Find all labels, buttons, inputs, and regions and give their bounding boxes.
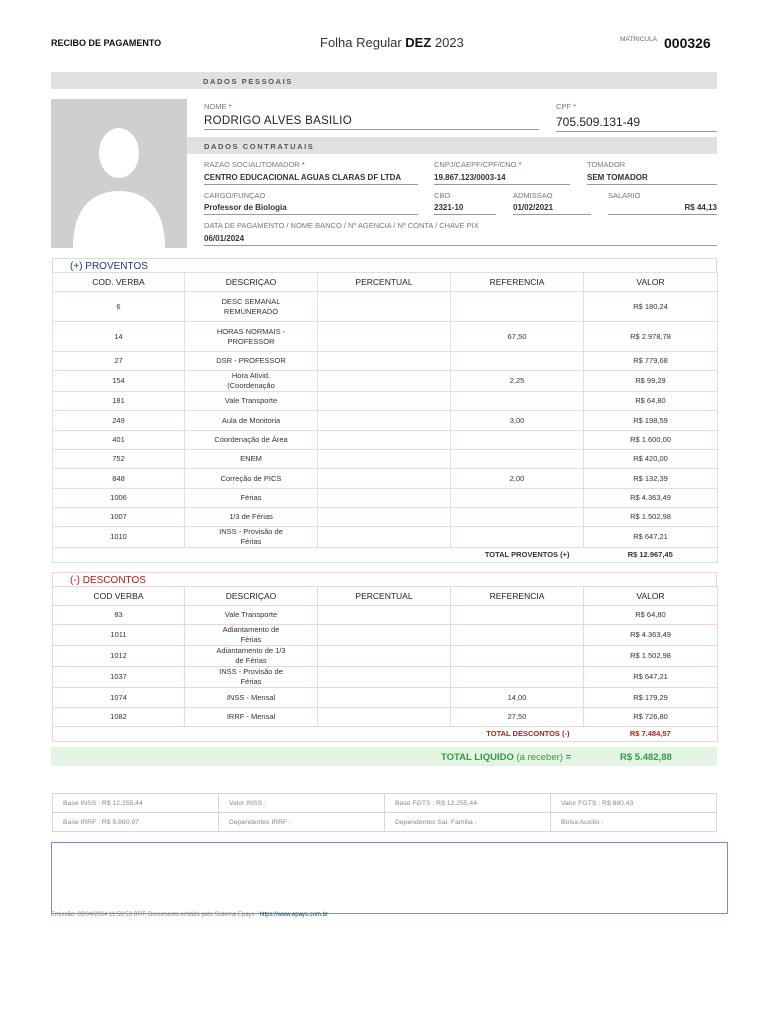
column-header: COD. VERBA bbox=[53, 273, 185, 292]
provento-cell-desc: Hora Ativid. (Coordenação bbox=[185, 371, 318, 392]
proventos-total-row bbox=[53, 548, 718, 563]
desconto-cell-valor: R$ 647,21 bbox=[584, 667, 718, 688]
provento-cell-cod: 27 bbox=[53, 352, 185, 371]
provento-cell-desc: Férias bbox=[185, 489, 318, 508]
admissao-label: ADMISSAO bbox=[513, 191, 553, 200]
provento-cell-perc bbox=[318, 469, 451, 489]
required-mark: * bbox=[518, 160, 522, 169]
provento-row bbox=[53, 292, 718, 322]
base-inss: Base INSS : R$ 12.255,44 bbox=[53, 794, 219, 813]
tomador-label: TOMADOR bbox=[587, 160, 626, 169]
desconto-cell-cod: 1012 bbox=[53, 646, 185, 667]
dependentes-sal-familia: Dependentes Sal. Familia : bbox=[385, 813, 551, 832]
provento-row bbox=[53, 411, 718, 431]
desconto-cell-valor: R$ 1.502,98 bbox=[584, 646, 718, 667]
required-mark: * bbox=[573, 102, 577, 111]
desconto-cell-perc bbox=[318, 667, 451, 688]
provento-cell-perc bbox=[318, 527, 451, 548]
proventos-table bbox=[52, 272, 718, 563]
provento-cell-valor: R$ 4.363,49 bbox=[584, 489, 718, 508]
descontos-header-row bbox=[53, 587, 718, 606]
desconto-cell-desc: INSS - Provisão de Férias bbox=[185, 667, 318, 688]
provento-row bbox=[53, 489, 718, 508]
provento-cell-valor: R$ 420,00 bbox=[584, 450, 718, 469]
desconto-row bbox=[53, 606, 718, 625]
provento-cell-desc: 1/3 de Férias bbox=[185, 508, 318, 527]
avatar bbox=[51, 99, 187, 248]
period-prefix: Folha Regular bbox=[320, 35, 402, 50]
provento-cell-cod: 1007 bbox=[53, 508, 185, 527]
provento-cell-desc: Coordenação de Área bbox=[185, 431, 318, 450]
provento-cell-perc bbox=[318, 411, 451, 431]
salario-value: R$ 44,13 bbox=[608, 203, 717, 215]
provento-row bbox=[53, 508, 718, 527]
provento-cell-ref bbox=[451, 352, 584, 371]
bolsa-auxilio: Bolsa Auxilio : bbox=[551, 813, 717, 832]
provento-cell-valor: R$ 198,59 bbox=[584, 411, 718, 431]
required-mark: * bbox=[228, 102, 232, 111]
cpf-label-text: CPF bbox=[556, 102, 571, 111]
provento-cell-cod: 848 bbox=[53, 469, 185, 489]
liquido-equals: = bbox=[565, 752, 572, 763]
provento-row bbox=[53, 371, 718, 392]
observations-box bbox=[51, 842, 728, 914]
cnpj-label-text: CNPJ/CAEPF/CPF/CNO bbox=[434, 160, 517, 169]
dados-contratuais-title: DADOS CONTRATUAIS bbox=[204, 142, 315, 151]
cbo-value: 2321-10 bbox=[434, 203, 496, 215]
provento-cell-perc bbox=[318, 292, 451, 322]
column-header: PERCENTUAL bbox=[318, 273, 451, 292]
provento-cell-desc: Vale Transporte bbox=[185, 392, 318, 411]
liquido-bar bbox=[51, 747, 717, 766]
provento-cell-valor: R$ 1.502,98 bbox=[584, 508, 718, 527]
column-header: PERCENTUAL bbox=[318, 587, 451, 606]
period-year: 2023 bbox=[434, 35, 464, 50]
liquido-label-text: TOTAL LIQUIDO bbox=[441, 752, 514, 763]
column-header: COD VERBA bbox=[53, 587, 185, 606]
descontos-section bbox=[52, 572, 717, 742]
column-header: DESCRIÇAO bbox=[185, 273, 318, 292]
provento-cell-cod: 6 bbox=[53, 292, 185, 322]
bases-row bbox=[53, 813, 717, 832]
footer-text: Emissão: 09/04/2024 11:58:53 BRT, Documento emitido pelo Sistema Epays : bbox=[51, 912, 260, 918]
descontos-title: (-) DESCONTOS bbox=[52, 572, 717, 586]
cargo-label: CARGO/FUNÇAO bbox=[204, 191, 266, 200]
desconto-cell-ref bbox=[451, 646, 584, 667]
dependentes-irrf: Dependentes IRRF : bbox=[219, 813, 385, 832]
provento-cell-valor: R$ 779,68 bbox=[584, 352, 718, 371]
dados-pessoais-title: DADOS PESSOAIS bbox=[203, 77, 293, 86]
desconto-cell-ref bbox=[451, 606, 584, 625]
required-mark: * bbox=[301, 160, 305, 169]
provento-cell-perc bbox=[318, 489, 451, 508]
descontos-total-value: R$ 7.484,57 bbox=[584, 727, 718, 742]
dados-contratuais-bar bbox=[187, 137, 717, 154]
provento-cell-ref bbox=[451, 527, 584, 548]
provento-cell-cod: 181 bbox=[53, 392, 185, 411]
desconto-cell-ref: 27,50 bbox=[451, 708, 584, 727]
proventos-header-row bbox=[53, 273, 718, 292]
provento-cell-ref: 2,25 bbox=[451, 371, 584, 392]
desconto-cell-valor: R$ 4.363,49 bbox=[584, 625, 718, 646]
provento-cell-valor: R$ 99,29 bbox=[584, 371, 718, 392]
bases-section bbox=[52, 793, 717, 832]
razao-label-text: RAZAO SOCIAL/TOMADOR bbox=[204, 160, 300, 169]
liquido-sublabel: (a receber) bbox=[516, 752, 563, 763]
bases-table bbox=[52, 793, 717, 832]
desconto-row bbox=[53, 625, 718, 646]
provento-cell-ref bbox=[451, 392, 584, 411]
provento-cell-perc bbox=[318, 431, 451, 450]
provento-cell-ref bbox=[451, 450, 584, 469]
provento-cell-ref bbox=[451, 508, 584, 527]
provento-cell-ref: 67,50 bbox=[451, 322, 584, 352]
provento-cell-desc: ENEM bbox=[185, 450, 318, 469]
provento-row bbox=[53, 469, 718, 489]
provento-cell-cod: 752 bbox=[53, 450, 185, 469]
pagamento-label: DATA DE PAGAMENTO / NOME BANCO / Nº AGENCIA / Nº CONTA / CHAVE PIX bbox=[204, 221, 479, 230]
proventos-total-value: R$ 12.967,45 bbox=[584, 548, 718, 563]
razao-label bbox=[204, 160, 305, 169]
document-title: RECIBO DE PAGAMENTO bbox=[51, 38, 162, 48]
provento-cell-desc: HORAS NORMAIS - PROFESSOR bbox=[185, 322, 318, 352]
liquido-label bbox=[441, 752, 571, 763]
column-header: DESCRIÇAO bbox=[185, 587, 318, 606]
desconto-cell-cod: 1082 bbox=[53, 708, 185, 727]
dados-pessoais-bar bbox=[51, 72, 717, 89]
provento-cell-cod: 154 bbox=[53, 371, 185, 392]
base-fgts: Base FGTS : R$ 12.255,44 bbox=[385, 794, 551, 813]
provento-cell-perc bbox=[318, 508, 451, 527]
desconto-cell-valor: R$ 726,80 bbox=[584, 708, 718, 727]
desconto-cell-perc bbox=[318, 625, 451, 646]
desconto-row bbox=[53, 708, 718, 727]
matricula-value: 000326 bbox=[664, 35, 711, 51]
pagamento-value: 06/01/2024 bbox=[204, 234, 717, 246]
cpf-label bbox=[556, 102, 576, 111]
provento-row bbox=[53, 392, 718, 411]
desconto-cell-cod: 1011 bbox=[53, 625, 185, 646]
desconto-cell-ref bbox=[451, 667, 584, 688]
provento-cell-desc: INSS - Provisão de Férias bbox=[185, 527, 318, 548]
desconto-cell-desc: Adiantamento de Férias bbox=[185, 625, 318, 646]
column-header: VALOR bbox=[584, 587, 718, 606]
provento-cell-perc bbox=[318, 392, 451, 411]
desconto-cell-cod: 1037 bbox=[53, 667, 185, 688]
desconto-cell-desc: Vale Transporte bbox=[185, 606, 318, 625]
column-header: VALOR bbox=[584, 273, 718, 292]
descontos-total-label: TOTAL DESCONTOS (-) bbox=[451, 727, 584, 742]
footer bbox=[51, 912, 328, 918]
razao-value: CENTRO EDUCACIONAL AGUAS CLARAS DF LTDA bbox=[204, 173, 418, 185]
provento-cell-perc bbox=[318, 371, 451, 392]
provento-cell-ref bbox=[451, 431, 584, 450]
column-header: REFERENCIA bbox=[451, 273, 584, 292]
provento-cell-desc: Correção de PICS bbox=[185, 469, 318, 489]
provento-cell-desc: DESC SEMANAL REMUNERADO bbox=[185, 292, 318, 322]
desconto-row bbox=[53, 667, 718, 688]
desconto-row bbox=[53, 688, 718, 708]
provento-cell-valor: R$ 1.600,00 bbox=[584, 431, 718, 450]
desconto-cell-desc: Adiantamento de 1/3 de Férias bbox=[185, 646, 318, 667]
liquido-value: R$ 5.482,88 bbox=[620, 752, 672, 763]
descontos-total-row bbox=[53, 727, 718, 742]
valor-inss: Valor INSS : bbox=[219, 794, 385, 813]
provento-cell-cod: 1006 bbox=[53, 489, 185, 508]
proventos-title: (+) PROVENTOS bbox=[52, 258, 717, 272]
provento-row bbox=[53, 431, 718, 450]
provento-cell-perc bbox=[318, 322, 451, 352]
column-header: REFERENCIA bbox=[451, 587, 584, 606]
person-silhouette-icon bbox=[51, 99, 187, 248]
desconto-row bbox=[53, 646, 718, 667]
provento-cell-cod: 14 bbox=[53, 322, 185, 352]
provento-cell-valor: R$ 2.978,78 bbox=[584, 322, 718, 352]
desconto-cell-desc: INSS - Mensal bbox=[185, 688, 318, 708]
proventos-total-label: TOTAL PROVENTOS (+) bbox=[451, 548, 584, 563]
provento-cell-valor: R$ 647,21 bbox=[584, 527, 718, 548]
cbo-label: CBO bbox=[434, 191, 451, 200]
nome-label-text: NOME bbox=[204, 102, 227, 111]
desconto-cell-ref bbox=[451, 625, 584, 646]
provento-cell-perc bbox=[318, 450, 451, 469]
period-month: DEZ bbox=[405, 35, 432, 50]
footer-link[interactable]: https://www.epays.com.br bbox=[259, 912, 328, 918]
cargo-value: Professor de Biologia bbox=[204, 203, 418, 215]
provento-row bbox=[53, 352, 718, 371]
desconto-cell-perc bbox=[318, 646, 451, 667]
nome-value: RODRIGO ALVES BASILIO bbox=[204, 115, 539, 130]
provento-row bbox=[53, 322, 718, 352]
desconto-cell-valor: R$ 64,80 bbox=[584, 606, 718, 625]
provento-cell-cod: 249 bbox=[53, 411, 185, 431]
provento-cell-desc: DSR - PROFESSOR bbox=[185, 352, 318, 371]
provento-cell-valor: R$ 132,39 bbox=[584, 469, 718, 489]
proventos-section bbox=[52, 258, 717, 563]
provento-cell-ref: 3,00 bbox=[451, 411, 584, 431]
provento-cell-cod: 401 bbox=[53, 431, 185, 450]
desconto-cell-cod: 1074 bbox=[53, 688, 185, 708]
cpf-value: 705.509.131-49 bbox=[556, 115, 717, 132]
provento-cell-valor: R$ 64,80 bbox=[584, 392, 718, 411]
matricula-label: MATRICULA bbox=[620, 36, 658, 43]
provento-cell-cod: 1010 bbox=[53, 527, 185, 548]
provento-cell-perc bbox=[318, 352, 451, 371]
admissao-value: 01/02/2021 bbox=[513, 203, 591, 215]
provento-cell-valor: R$ 180,24 bbox=[584, 292, 718, 322]
descontos-table bbox=[52, 586, 718, 742]
base-irrf: Base IRRF : R$ 5.860,97 bbox=[53, 813, 219, 832]
desconto-cell-perc bbox=[318, 708, 451, 727]
provento-row bbox=[53, 527, 718, 548]
tomador-value: SEM TOMADOR bbox=[587, 173, 717, 185]
desconto-cell-perc bbox=[318, 688, 451, 708]
spacer-cell bbox=[53, 727, 451, 742]
desconto-cell-perc bbox=[318, 606, 451, 625]
desconto-cell-valor: R$ 179,29 bbox=[584, 688, 718, 708]
provento-cell-ref: 2,00 bbox=[451, 469, 584, 489]
provento-cell-ref bbox=[451, 292, 584, 322]
salario-label: SALARIO bbox=[608, 191, 641, 200]
provento-cell-ref bbox=[451, 489, 584, 508]
spacer-cell bbox=[53, 548, 451, 563]
nome-label bbox=[204, 102, 232, 111]
desconto-cell-desc: IRRF - Mensal bbox=[185, 708, 318, 727]
valor-fgts: Valor FGTS : R$ 980,43 bbox=[551, 794, 717, 813]
cnpj-label bbox=[434, 160, 522, 169]
desconto-cell-ref: 14,00 bbox=[451, 688, 584, 708]
desconto-cell-cod: 83 bbox=[53, 606, 185, 625]
bases-row bbox=[53, 794, 717, 813]
cnpj-value: 19.867.123/0003-14 bbox=[434, 173, 570, 185]
provento-row bbox=[53, 450, 718, 469]
provento-cell-desc: Aula de Monitoria bbox=[185, 411, 318, 431]
period-label bbox=[320, 35, 464, 50]
